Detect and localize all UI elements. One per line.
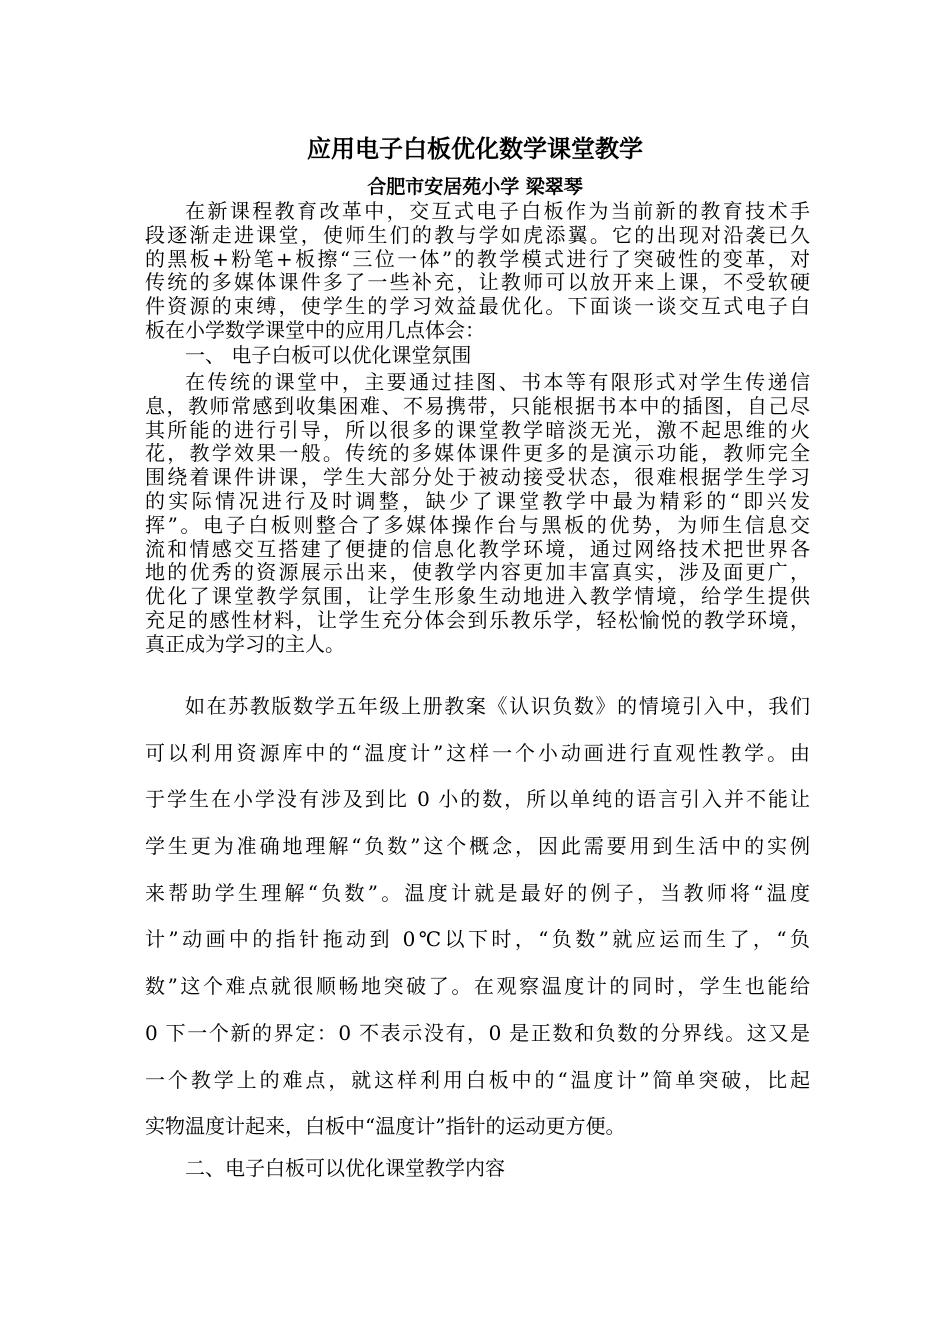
- paragraph-line: 其所能的进行引导，所以很多的课堂教学暗淡无光，激不起思维的火: [145, 418, 810, 442]
- paragraph-line: 数”这个难点就很顺畅地突破了。在观察温度计的同时，学生也能给: [145, 974, 810, 999]
- paragraph-line: 流和情感交互搭建了便捷的信息化教学环境，通过网络技术把世界各: [145, 537, 810, 561]
- paragraph-line: 在新课程教育改革中，交互式电子白板作为当前新的教育技术手: [185, 200, 810, 223]
- paragraph-line: 一个教学上的难点，就这样利用白板中的“温度计”简单突破，比起: [145, 1067, 810, 1092]
- section-heading-2: 二、电子白板可以优化课堂教学内容: [185, 1156, 505, 1180]
- paragraph-line: 件资源的束缚，使学生的学习效益最优化。下面谈一谈交互式电子白: [145, 295, 810, 319]
- paragraph-line: 地的优秀的资源展示出来，使教学内容更加丰富真实，涉及面更广，: [145, 561, 810, 585]
- paragraph-line: 花，教学效果一般。传统的多媒体课件更多的是演示功能，教师完全: [145, 442, 810, 466]
- paragraph-line: 挥”。电子白板则整合了多媒体操作台与黑板的优势，为师生信息交: [145, 513, 810, 537]
- paragraph-line: 计”动画中的指针拖动到 0℃以下时，“负数”就应运而生了，“负: [145, 927, 810, 952]
- paragraph-line: 板在小学数学课堂中的应用几点体会：: [145, 318, 485, 342]
- document-author: 合肥市安居苑小学 梁翠琴: [367, 176, 583, 198]
- paragraph-line: 如在苏教版数学五年级上册教案《认识负数》的情境引入中，我们: [185, 694, 810, 718]
- paragraph-line: 可以利用资源库中的“温度计”这样一个小动画进行直观性教学。由: [145, 740, 810, 765]
- intro-paragraph: [145, 200, 810, 343]
- paragraph-line: 0 下一个新的界定：0 不表示没有，0 是正数和负数的分界线。这又是: [145, 1020, 810, 1045]
- paragraph-line: 息，教师常感到收集困难、不易携带，只能根据书本中的插图，自己尽: [145, 394, 810, 418]
- paragraph-line: 于学生在小学没有涉及到比 0 小的数，所以单纯的语言引入并不能让: [145, 787, 810, 812]
- paragraph-line: 优化了课堂教学氛围，让学生形象生动地进入教学情境，给学生提供: [145, 585, 810, 609]
- paragraph-line: 学生更为准确地理解“负数”这个概念，因此需要用到生活中的实例: [145, 834, 810, 859]
- paragraph-line: 充足的感性材料，让学生充分体会到乐教乐学，轻松愉悦的教学环境，: [145, 608, 810, 632]
- section-heading-1: 一、 电子白板可以优化课堂氛围: [185, 343, 472, 367]
- paragraph-line: 的黑板+粉笔+板擦“三位一体”的教学模式进行了突破性的变革，对: [145, 247, 810, 271]
- paragraph-line: 真正成为学习的主人。: [145, 632, 345, 656]
- paragraph-line: 段逐渐走进课堂，使师生们的教与学如虎添翼。它的出现对沿袭已久: [145, 223, 810, 247]
- paragraph-line: 在传统的课堂中，主要通过挂图、书本等有限形式对学生传递信: [185, 371, 810, 394]
- section-1-paragraph: [145, 371, 810, 657]
- example-paragraph: [145, 683, 810, 1150]
- paragraph-line: 来帮助学生理解“负数”。温度计就是最好的例子，当教师将“温度: [145, 880, 810, 905]
- document-title: 应用电子白板优化数学课堂教学: [307, 135, 643, 163]
- paragraph-line: 的实际情况进行及时调整，缺少了课堂教学中最为精彩的“即兴发: [145, 489, 810, 513]
- paragraph-line: 实物温度计起来，白板中“温度计”指针的运动更方便。: [145, 1114, 626, 1139]
- paragraph-line: 围绕着课件讲课，学生大部分处于被动接受状态，很难根据学生学习: [145, 466, 810, 490]
- paragraph-line: 传统的多媒体课件多了一些补充，让教师可以放开来上课，不受软硬: [145, 271, 810, 295]
